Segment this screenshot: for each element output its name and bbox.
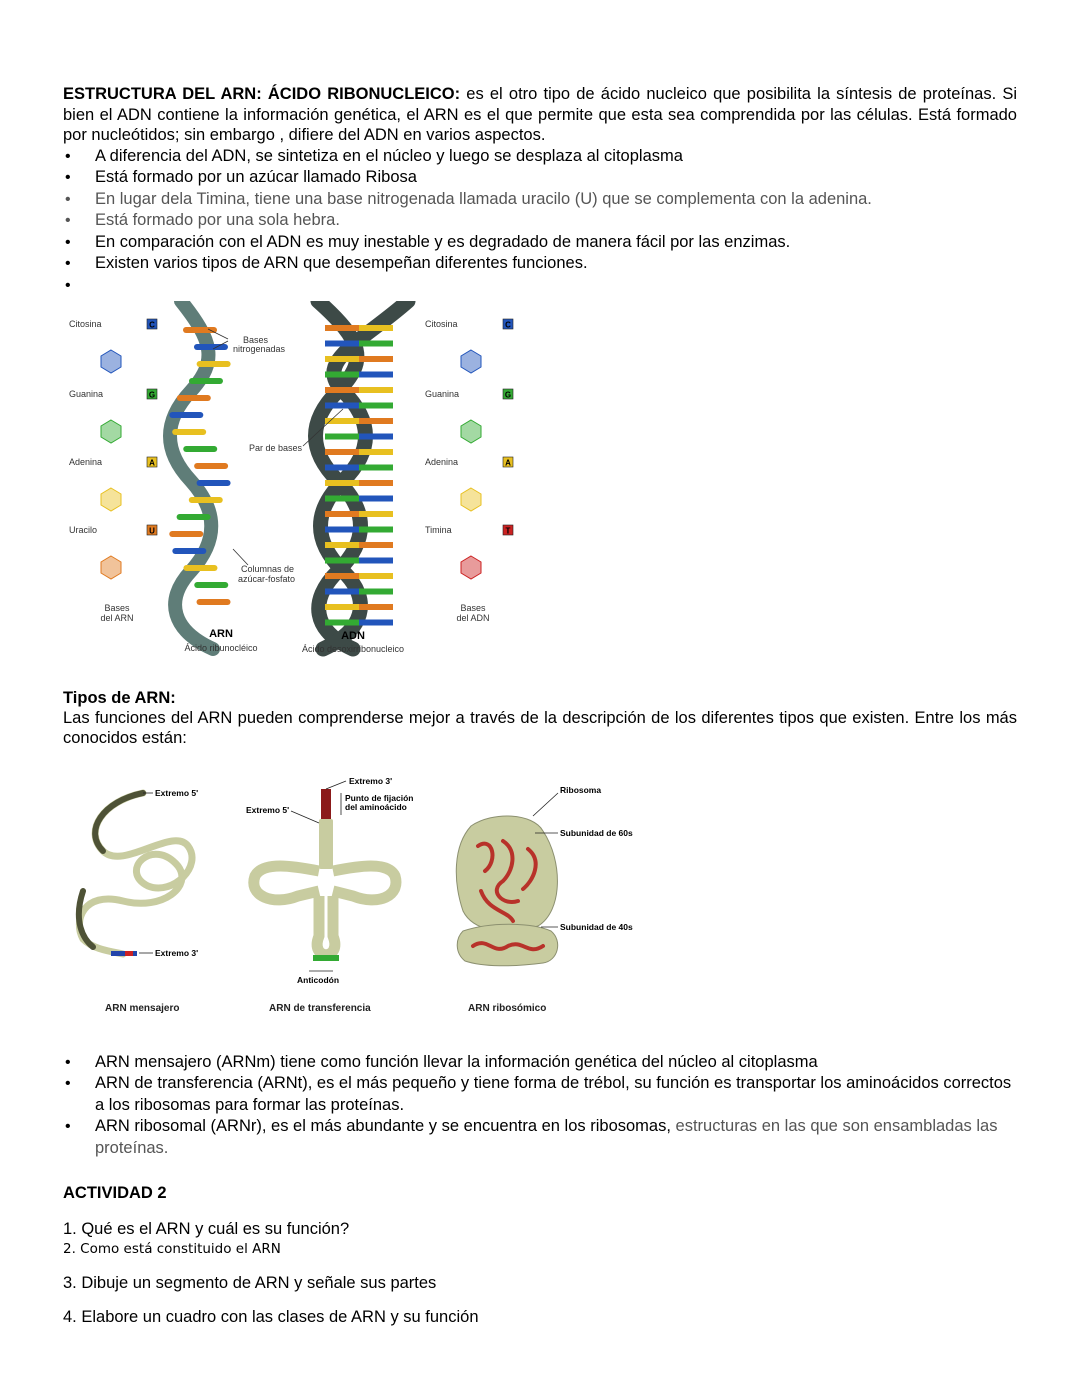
mrna-cap-marker (111, 951, 137, 956)
right-bases-column (425, 319, 513, 579)
base-molecule-icon (101, 350, 121, 373)
list-item-text-gray: estructuras en las que son ensambladas las proteínas. (95, 1117, 998, 1158)
list-item-text: ARN ribosomal (ARNr), es el más abundante y se encuentra en los ribosomas, (95, 1117, 676, 1136)
trna-acceptor-stem (319, 819, 333, 869)
arn-backbone-strand (170, 301, 213, 649)
adn-base-pair-rung (359, 449, 393, 455)
adn-base-pair-rung (359, 511, 393, 517)
base-letter: U (149, 526, 155, 536)
rna-features-list (63, 146, 1017, 297)
base-molecule-icon (461, 350, 481, 373)
label-par-de-bases: Par de bases (249, 442, 303, 453)
adn-base-pair-rung (325, 325, 359, 331)
base-letter: T (505, 526, 511, 536)
sub40-label: Subunidad de 40s (560, 921, 633, 932)
adn-subtitle: Ácido desoxirribonucleico (301, 643, 405, 654)
adn-base-pair-rung (325, 387, 359, 393)
question-2: 2. Como está constituido el ARN (63, 1240, 281, 1257)
arn-base-rung (183, 446, 217, 452)
adn-base-pair-rung (359, 325, 393, 331)
adn-base-pair-rung (325, 557, 359, 563)
arn-base-rung (183, 565, 217, 571)
trna-anticodon-marker (313, 955, 339, 961)
trna-extremo3-label: Extremo 3' (349, 775, 393, 786)
base-letter: G (148, 390, 156, 400)
arn-base-rung (197, 361, 231, 367)
actividad-title: ACTIVIDAD 2 (63, 1183, 167, 1202)
mrna-strand (79, 793, 192, 954)
trna-anticodon-arm (317, 896, 335, 955)
trna-acceptor-arm (321, 789, 331, 819)
adn-base-pair-rung (325, 573, 359, 579)
adn-base-pair-rung (325, 526, 359, 532)
adn-base-pair-rung (359, 464, 393, 470)
list-item: • Existen varios tipos de ARN que desempeñan diferentes funciones. (63, 253, 1017, 275)
arn-base-rung (169, 412, 203, 418)
intro-text: es el otro tipo de ácido nucleico que posibilita la síntesis de proteínas. Si bien el ADN contiene la información genética, el ARN es el que permite que esta sea comprendida por las células. Está formado por nucleótidos; sin embargo , difiere del ADN en varios aspectos. (63, 85, 1017, 144)
base-name-label: Citosina (425, 318, 458, 329)
trna-pointer (291, 811, 319, 823)
adn-base-pair-rung (359, 604, 393, 610)
base-molecule-icon (461, 420, 481, 443)
columnas-pointer (233, 549, 248, 565)
adn-base-pair-rung (325, 371, 359, 377)
question-3: 3. Dibuje un segmento de ARN y señale sus partes (63, 1273, 437, 1292)
base-name-label: Citosina (69, 318, 102, 329)
left-bases-column (69, 319, 157, 579)
adn-base-pair-rung (325, 340, 359, 346)
adn-base-pair-rung (325, 495, 359, 501)
trna-pointer (326, 781, 346, 789)
base-molecule-icon (461, 556, 481, 579)
right-caption: Bases (460, 602, 486, 613)
base-name-label: Timina (425, 524, 452, 535)
base-name-label: Guanina (69, 388, 104, 399)
list-item (63, 1116, 1017, 1159)
arn-base-rung (194, 344, 228, 350)
ribosome-label: Ribosoma (560, 784, 602, 795)
arn-base-rung (189, 497, 223, 503)
trna-left-arm (254, 866, 319, 900)
adn-base-pair-rung (359, 588, 393, 594)
base-molecule-icon (101, 556, 121, 579)
adn-base-pair-rung (359, 480, 393, 486)
list-item: • Está formado por una sola hebra. (63, 210, 1017, 232)
adn-base-pair-rung (359, 619, 393, 625)
intro-title: ESTRUCTURA DEL ARN: ÁCIDO RIBONUCLEICO: (63, 85, 461, 103)
base-letter: A (505, 458, 511, 468)
adn-base-pair-rung (325, 464, 359, 470)
arn-subtitle: Ácido ribunocléico (184, 642, 258, 653)
list-item: • Está formado por un azúcar llamado Ribosa (63, 167, 1017, 189)
arn-base-rung (177, 395, 211, 401)
adn-base-pair-rung (325, 588, 359, 594)
trna-anticodon-label: Anticodón (297, 974, 340, 985)
base-letter: C (149, 320, 155, 330)
list-item: • En comparación con el ADN es muy inestable y es degradado de manera fácil por las enzimas. (63, 232, 1017, 254)
actividad-questions (63, 1219, 1017, 1327)
ribosome-pointer (533, 793, 558, 816)
base-name-label: Uracilo (69, 524, 98, 535)
adn-base-pair-rung (359, 387, 393, 393)
adn-base-pair-rung (359, 433, 393, 439)
label-bases-nitrogenadas: nitrogenadas (233, 343, 286, 354)
question-4: 4. Elabore un cuadro con las clases de ARN y su función (63, 1307, 479, 1326)
arn-base-rung (172, 429, 206, 435)
arn-adn-diagram (63, 301, 523, 663)
arn-base-rung (189, 378, 223, 384)
arn-base-rung (194, 582, 228, 588)
adn-base-pair-rung (359, 495, 393, 501)
label-columnas: azúcar-fosfato (238, 573, 296, 584)
tipos-paragraph: Las funciones del ARN pueden comprenderse mejor a través de la descripción de los diferentes tipos que existen. Entre los más conocidos están: (63, 708, 1017, 748)
rna-types-figure (63, 771, 653, 1016)
right-caption: del ADN (456, 612, 490, 623)
arn-base-rung (194, 463, 228, 469)
arn-title: ARN (209, 627, 233, 640)
adn-base-pair-rung (325, 356, 359, 362)
adn-title: ADN (341, 629, 365, 642)
adn-base-pair-rung (359, 402, 393, 408)
adn-base-pair-rung (325, 604, 359, 610)
trna-extremo5-label: Extremo 5' (246, 804, 290, 815)
trna-right-arm (333, 866, 396, 900)
label-columnas: Columnas de (241, 563, 295, 574)
arn-base-rung (169, 531, 203, 537)
base-letter: A (149, 458, 155, 468)
trna-punto-label: Punto de fijación (345, 792, 414, 803)
label-bases-nitrogenadas: Bases (243, 334, 269, 345)
adn-base-pair-rung (325, 480, 359, 486)
base-molecule-icon (461, 488, 481, 511)
left-caption: del ARN (100, 612, 134, 623)
base-name-label: Adenina (69, 456, 103, 467)
adn-base-pair-rung (359, 340, 393, 346)
adn-base-pair-rung (325, 433, 359, 439)
adn-base-pair-rung (325, 542, 359, 548)
arn-base-rung (177, 514, 211, 520)
base-molecule-icon (101, 420, 121, 443)
intro-paragraph (63, 84, 1017, 146)
adn-base-pair-rung (359, 418, 393, 424)
arn-base-rung (197, 599, 231, 605)
adn-base-pair-rung (325, 402, 359, 408)
rrna-caption: ARN ribosómico (468, 1002, 547, 1014)
adn-base-pair-rung (325, 449, 359, 455)
list-item: • ARN de transferencia (ARNt), es el más pequeño y tiene forma de trébol, su función es transportar los aminoácidos correctos a los ribosomas para formar las proteínas. (63, 1073, 1017, 1116)
tipos-title: Tipos de ARN: (63, 688, 176, 707)
rna-types-diagram (63, 771, 653, 1016)
mrna-extremo5-label: Extremo 5' (155, 787, 199, 798)
mrna-cap-marker (125, 951, 133, 956)
adn-base-pair-rung (325, 619, 359, 625)
rna-types-list (63, 1052, 1017, 1160)
arn-adn-figure (63, 301, 523, 663)
document-page (63, 84, 1017, 1327)
base-molecule-icon (101, 488, 121, 511)
trna-caption: ARN de transferencia (269, 1002, 371, 1014)
base-name-label: Adenina (425, 456, 459, 467)
list-item: • A diferencia del ADN, se sintetiza en el núcleo y luego se desplaza al citoplasma (63, 146, 1017, 168)
left-caption: Bases (104, 602, 130, 613)
adn-base-pair-rung (359, 573, 393, 579)
question-1: 1. Qué es el ARN y cuál es su función? (63, 1219, 350, 1238)
adn-base-pair-rung (359, 371, 393, 377)
mrna-caption: ARN mensajero (105, 1002, 180, 1014)
sub60-label: Subunidad de 60s (560, 827, 633, 838)
base-name-label: Guanina (425, 388, 460, 399)
arn-base-rung (172, 548, 206, 554)
arn-base-rung (183, 327, 217, 333)
adn-base-pair-rung (359, 557, 393, 563)
arn-base-rung (197, 480, 231, 486)
base-letter: G (504, 390, 512, 400)
base-letter: C (505, 320, 511, 330)
mrna-extremo3-label: Extremo 3' (155, 947, 199, 958)
list-item: • ARN mensajero (ARNm) tiene como función llevar la información genética del núcleo al citoplasma (63, 1052, 1017, 1074)
list-item (63, 275, 1017, 297)
list-item: • En lugar dela Timina, tiene una base nitrogenada llamada uracilo (U) que se complementa con la adenina. (63, 189, 1017, 211)
adn-base-pair-rung (325, 511, 359, 517)
adn-base-pair-rung (359, 542, 393, 548)
trna-punto-label: del aminoácido (345, 801, 407, 812)
adn-base-pair-rung (359, 356, 393, 362)
adn-base-pair-rung (359, 526, 393, 532)
